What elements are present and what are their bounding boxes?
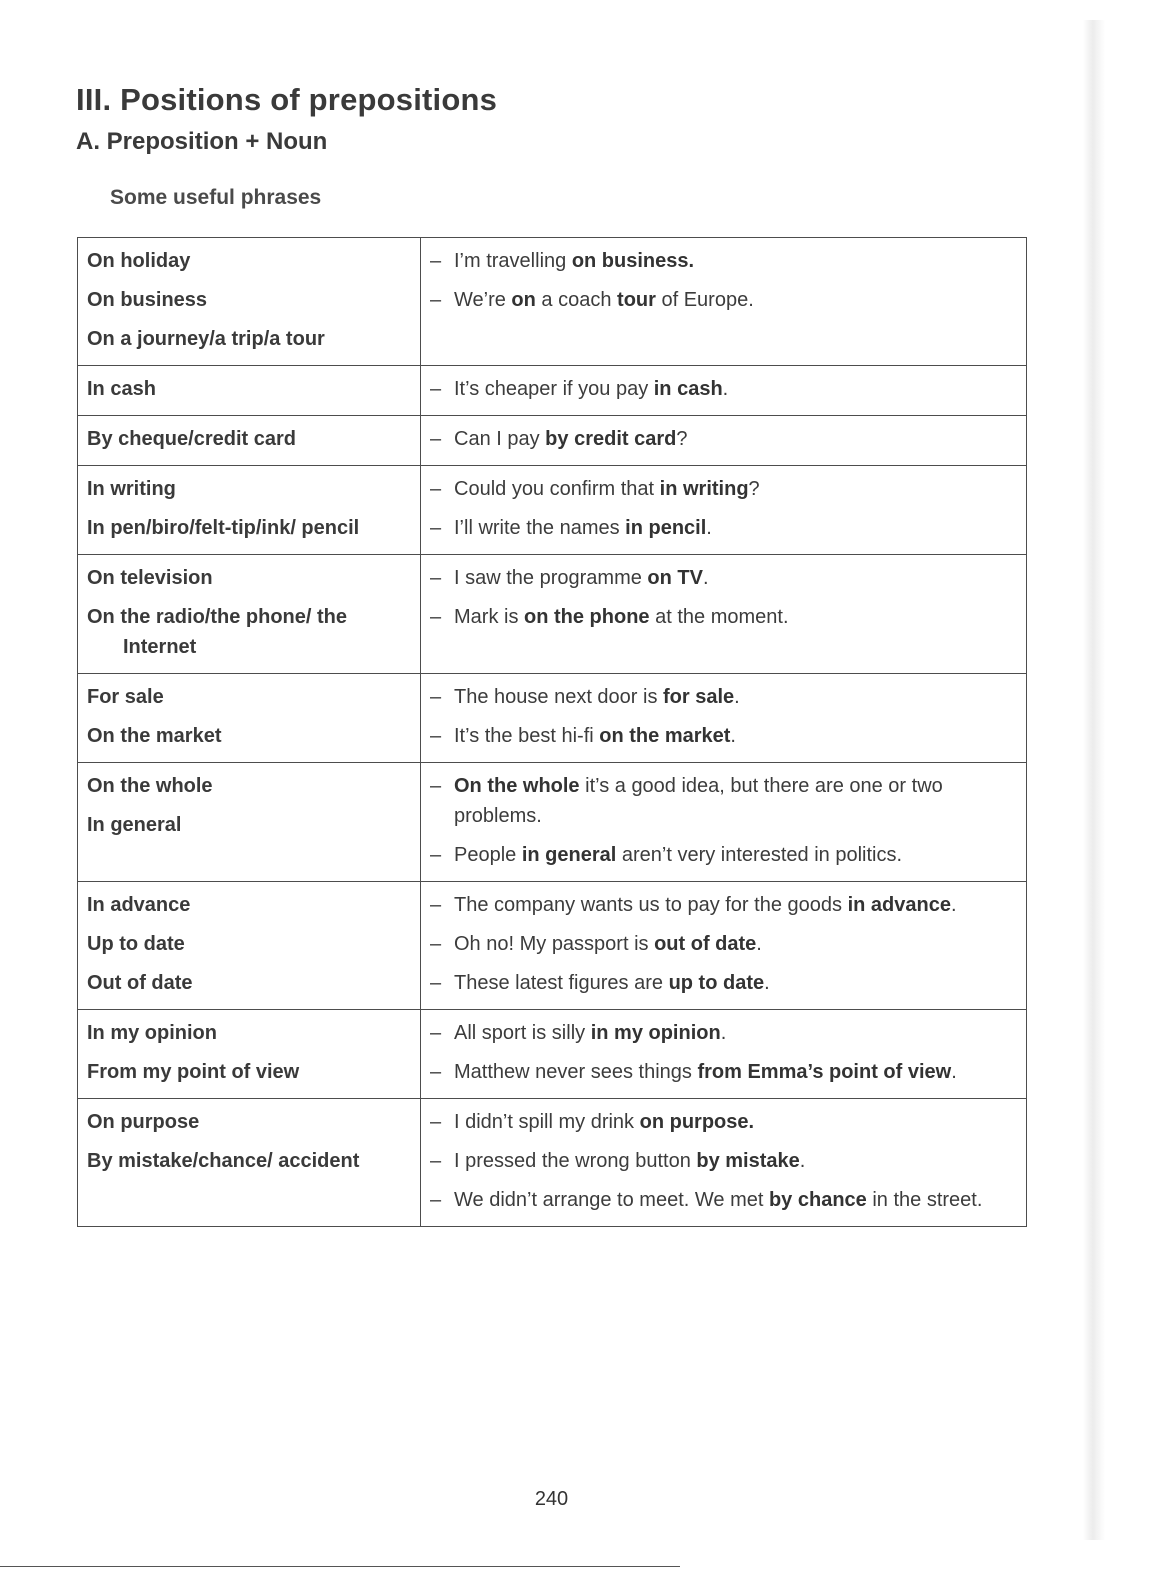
- example-cell: [421, 1099, 1027, 1227]
- example-sentence: [430, 1057, 1018, 1087]
- page-title: III. Positions of prepositions: [76, 82, 498, 117]
- example-fragment: Mark is: [454, 606, 524, 628]
- highlighted-phrase: in advance: [847, 894, 951, 916]
- highlighted-phrase: tour: [617, 289, 656, 311]
- example-text: [454, 1185, 1018, 1215]
- example-fragment: It’s the best hi-fi: [454, 725, 600, 747]
- highlighted-phrase: on purpose.: [639, 1111, 755, 1133]
- phrase-cell: [78, 466, 421, 555]
- phrase-cell: [78, 555, 421, 674]
- example-text: [454, 929, 1018, 959]
- example-fragment: aren’t very interested in politics.: [616, 844, 903, 866]
- phrase: On the market: [87, 725, 222, 747]
- dash-bullet: –: [430, 1022, 442, 1044]
- example-fragment: We didn’t arrange to meet. We met: [454, 1189, 769, 1211]
- example-fragment: It’s cheaper if you pay: [454, 378, 654, 400]
- example-text: [454, 374, 1018, 404]
- highlighted-phrase: on TV: [647, 567, 703, 589]
- example-fragment: These latest figures are: [454, 972, 669, 994]
- example-sentence: [430, 513, 1018, 543]
- dash-bullet: –: [430, 1061, 442, 1083]
- dash-bullet: –: [430, 775, 442, 797]
- table-row: [78, 882, 1027, 1010]
- example-text: [454, 602, 1018, 632]
- example-sentence: [430, 890, 1018, 920]
- highlighted-phrase: out of date: [654, 933, 757, 955]
- example-fragment: I saw the programme: [454, 567, 648, 589]
- highlighted-phrase: on the phone: [524, 606, 650, 628]
- example-cell: [421, 674, 1027, 763]
- dash-bullet: –: [430, 894, 442, 916]
- example-sentence: [430, 840, 1018, 870]
- example-fragment: .: [720, 1022, 727, 1044]
- example-text: [454, 563, 1018, 593]
- example-fragment: The house next door is: [454, 686, 664, 708]
- example-fragment: Can I pay: [454, 428, 546, 450]
- example-sentence: [430, 563, 1018, 593]
- example-cell: [421, 466, 1027, 555]
- highlighted-phrase: in pencil: [625, 517, 707, 539]
- dash-bullet: –: [430, 517, 442, 539]
- phrase-cell: [78, 416, 421, 466]
- phrase: In general: [87, 814, 182, 836]
- table-row: [78, 416, 1027, 466]
- dash-bullet: –: [430, 725, 442, 747]
- phrase: By mistake/chance/ accident: [87, 1150, 360, 1172]
- example-text: [454, 1057, 1018, 1087]
- phrase: Up to date: [87, 933, 185, 955]
- highlighted-phrase: in my opinion: [590, 1022, 721, 1044]
- dash-bullet: –: [430, 1189, 442, 1211]
- example-fragment: I’m travelling: [454, 250, 572, 272]
- example-text: [454, 682, 1018, 712]
- phrase: From my point of view: [87, 1061, 300, 1083]
- example-sentence: [430, 474, 1018, 504]
- example-cell: [421, 555, 1027, 674]
- highlighted-phrase: on the market: [599, 725, 731, 747]
- example-text: [454, 246, 1018, 276]
- table-row: [78, 238, 1027, 366]
- example-cell: [421, 763, 1027, 882]
- phrase-cell: [78, 1010, 421, 1099]
- phrase-cell: [78, 366, 421, 416]
- highlighted-phrase: on: [511, 289, 536, 311]
- page-number: 240: [534, 1488, 569, 1510]
- example-sentence: [430, 1146, 1018, 1176]
- example-fragment: I’ll write the names: [454, 517, 626, 539]
- example-fragment: .: [722, 378, 729, 400]
- phrases-table: [77, 237, 1027, 1227]
- example-fragment: .: [734, 686, 740, 708]
- highlighted-phrase: from Emma’s point of view: [697, 1061, 952, 1083]
- example-sentence: [430, 285, 1018, 315]
- highlighted-phrase: on business.: [571, 250, 695, 272]
- phrase: In writing: [87, 478, 176, 500]
- example-sentence: [430, 771, 1018, 831]
- example-sentence: [430, 1185, 1018, 1215]
- example-text: [454, 513, 1018, 543]
- phrases-label: Some useful phrases: [110, 186, 322, 209]
- scan-edge-shadow: [1083, 20, 1105, 1540]
- dash-bullet: –: [430, 1150, 442, 1172]
- example-fragment: .: [950, 894, 957, 916]
- example-sentence: [430, 602, 1018, 632]
- example-sentence: [430, 968, 1018, 998]
- example-sentence: [430, 682, 1018, 712]
- dash-bullet: –: [430, 844, 442, 866]
- example-text: [454, 1018, 1018, 1048]
- phrase-cell: [78, 763, 421, 882]
- table-row: [78, 466, 1027, 555]
- example-text: [454, 1146, 1018, 1176]
- example-sentence: [430, 246, 1018, 276]
- dash-bullet: –: [430, 606, 442, 628]
- dash-bullet: –: [430, 478, 442, 500]
- example-cell: [421, 238, 1027, 366]
- phrase: On the radio/the phone/ the Internet: [87, 606, 347, 658]
- example-fragment: ?: [676, 428, 688, 450]
- highlighted-phrase: by chance: [768, 1189, 867, 1211]
- section-heading: A. Preposition + Noun: [76, 128, 328, 155]
- dash-bullet: –: [430, 972, 442, 994]
- example-fragment: at the moment.: [649, 606, 789, 628]
- phrase: Out of date: [87, 972, 193, 994]
- phrase-cell: [78, 674, 421, 763]
- example-text: [454, 285, 1018, 315]
- example-fragment: I pressed the wrong button: [454, 1150, 697, 1172]
- highlighted-phrase: by mistake: [696, 1150, 800, 1172]
- example-fragment: .: [764, 972, 770, 994]
- phrase: For sale: [87, 686, 164, 708]
- example-text: [454, 968, 1018, 998]
- table-row: [78, 555, 1027, 674]
- example-fragment: ?: [748, 478, 760, 500]
- phrase: In advance: [87, 894, 191, 916]
- phrase: In my opinion: [87, 1022, 217, 1044]
- example-sentence: [430, 1018, 1018, 1048]
- dash-bullet: –: [430, 289, 442, 311]
- example-fragment: I didn’t spill my drink: [454, 1111, 640, 1133]
- example-fragment: .: [730, 725, 736, 747]
- dash-bullet: –: [430, 933, 442, 955]
- example-cell: [421, 882, 1027, 1010]
- example-text: [454, 771, 1018, 831]
- example-sentence: [430, 424, 1018, 454]
- example-sentence: [430, 374, 1018, 404]
- example-fragment: .: [702, 567, 709, 589]
- dash-bullet: –: [430, 1111, 442, 1133]
- example-fragment: Matthew never sees things: [454, 1061, 698, 1083]
- dash-bullet: –: [430, 378, 442, 400]
- highlighted-phrase: in cash: [653, 378, 723, 400]
- phrase: In pen/biro/felt-tip/ink/ pencil: [87, 517, 360, 539]
- highlighted-phrase: in general: [521, 844, 617, 866]
- phrase: On purpose: [87, 1111, 200, 1133]
- example-text: [454, 424, 1018, 454]
- highlighted-phrase: in writing: [659, 478, 749, 500]
- example-sentence: [430, 929, 1018, 959]
- example-fragment: .: [799, 1150, 806, 1172]
- example-fragment: People: [454, 844, 522, 866]
- phrase: On business: [87, 289, 208, 311]
- table-row: [78, 763, 1027, 882]
- phrase-cell: [78, 238, 421, 366]
- example-fragment: The company wants us to pay for the goods: [454, 894, 848, 916]
- example-cell: [421, 1010, 1027, 1099]
- example-cell: [421, 366, 1027, 416]
- example-text: [454, 1107, 1018, 1137]
- example-text: [454, 721, 1018, 751]
- dash-bullet: –: [430, 250, 442, 272]
- example-fragment: a coach: [535, 289, 618, 311]
- phrase-cell: [78, 882, 421, 1010]
- phrase: On the whole: [87, 775, 213, 797]
- example-sentence: [430, 721, 1018, 751]
- table-row: [78, 366, 1027, 416]
- example-fragment: of Europe.: [655, 289, 754, 311]
- highlighted-phrase: up to date: [668, 972, 765, 994]
- example-fragment: it’s a good idea, but there are one or two problems.: [454, 775, 943, 827]
- phrase: On a journey/a trip/a tour: [87, 328, 325, 350]
- example-fragment: .: [756, 933, 762, 955]
- dash-bullet: –: [430, 428, 442, 450]
- example-fragment: All sport is silly: [454, 1022, 591, 1044]
- example-text: [454, 890, 1018, 920]
- table-row: [78, 674, 1027, 763]
- highlighted-phrase: for sale: [663, 686, 735, 708]
- example-text: [454, 474, 1018, 504]
- phrase: On holiday: [87, 250, 191, 272]
- example-fragment: We’re: [454, 289, 512, 311]
- example-sentence: [430, 1107, 1018, 1137]
- phrase: In cash: [87, 378, 156, 400]
- phrase: On television: [87, 567, 213, 589]
- example-fragment: .: [951, 1061, 957, 1083]
- example-fragment: in the street.: [866, 1189, 983, 1211]
- example-cell: [421, 416, 1027, 466]
- example-text: [454, 840, 1018, 870]
- example-fragment: Oh no! My passport is: [454, 933, 655, 955]
- table-row: [78, 1010, 1027, 1099]
- dash-bullet: –: [430, 686, 442, 708]
- highlighted-phrase: by credit card: [545, 428, 677, 450]
- phrase-cell: [78, 1099, 421, 1227]
- table-row: [78, 1099, 1027, 1227]
- phrases-table-body: [78, 238, 1027, 1227]
- bottom-rule: [0, 1566, 680, 1567]
- phrase: By cheque/credit card: [87, 428, 296, 450]
- example-fragment: .: [706, 517, 712, 539]
- dash-bullet: –: [430, 567, 442, 589]
- highlighted-phrase: On the whole: [454, 775, 580, 797]
- example-fragment: Could you confirm that: [454, 478, 660, 500]
